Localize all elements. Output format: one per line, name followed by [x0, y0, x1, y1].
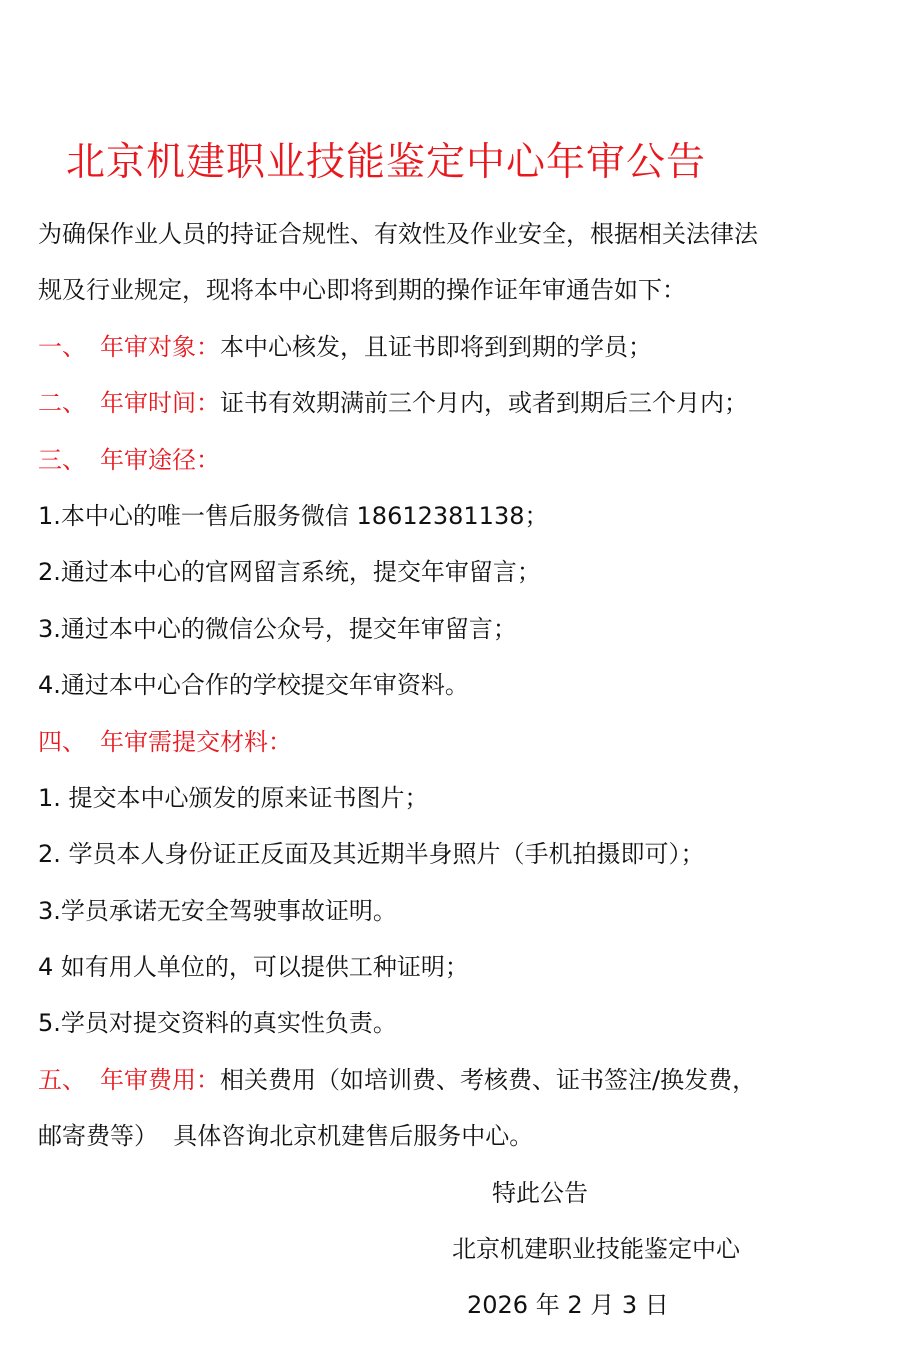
- section-5-text: 相关费用（如培训费、考核费、证书签注/换发费，: [220, 1066, 757, 1094]
- section-2-text: 证书有效期满前三个月内，或者到期后三个月内；: [220, 389, 748, 417]
- channel-item: 1.本中心的唯一售后服务微信 18612381138；: [38, 502, 549, 530]
- issuer-name: 北京机建职业技能鉴定中心: [452, 1235, 740, 1263]
- material-item: 2. 学员本人身份证正反面及其近期半身照片（手机拍摄即可）；: [38, 840, 705, 868]
- material-item: 1. 提交本中心颁发的原来证书图片；: [38, 784, 429, 812]
- section-3-number: 三、: [38, 446, 86, 474]
- material-item: 5.学员对提交资料的真实性负责。: [38, 1009, 397, 1037]
- closing-text: 特此公告: [492, 1179, 588, 1207]
- section-2-label: 年审时间：: [100, 389, 220, 417]
- section-4-number: 四、: [38, 728, 86, 756]
- section-3-label: 年审途径：: [100, 446, 220, 474]
- section-2-number: 二、: [38, 389, 86, 417]
- section-4: [38, 726, 292, 758]
- section-5: [38, 1064, 756, 1096]
- section-5-label: 年审费用：: [100, 1066, 220, 1094]
- intro-line-2: 规及行业规定，现将本中心即将到期的操作证年审通告如下：: [38, 276, 686, 304]
- section-3: [38, 444, 220, 476]
- section-1-number: 一、: [38, 333, 86, 361]
- channel-item: 2.通过本中心的官网留言系统，提交年审留言；: [38, 558, 541, 586]
- material-item: 4 如有用人单位的，可以提供工种证明；: [38, 953, 469, 981]
- fee-line-2: 邮寄费等） 具体咨询北京机建售后服务中心。: [38, 1122, 534, 1150]
- section-5-number: 五、: [38, 1066, 86, 1094]
- issue-date: 2026 年 2 月 3 日: [467, 1291, 669, 1319]
- section-1-text: 本中心核发，且证书即将到到期的学员；: [220, 333, 652, 361]
- channel-item: 4.通过本中心合作的学校提交年审资料。: [38, 671, 469, 699]
- section-1-label: 年审对象：: [100, 333, 220, 361]
- intro-line-1: 为确保作业人员的持证合规性、有效性及作业安全，根据相关法律法: [38, 220, 758, 248]
- section-1: [38, 331, 652, 363]
- notice-title: 北京机建职业技能鉴定中心年审公告: [66, 140, 707, 185]
- section-4-label: 年审需提交材料：: [100, 728, 292, 756]
- material-item: 3.学员承诺无安全驾驶事故证明。: [38, 897, 397, 925]
- section-2: [38, 387, 748, 419]
- channel-item: 3.通过本中心的微信公众号，提交年审留言；: [38, 615, 517, 643]
